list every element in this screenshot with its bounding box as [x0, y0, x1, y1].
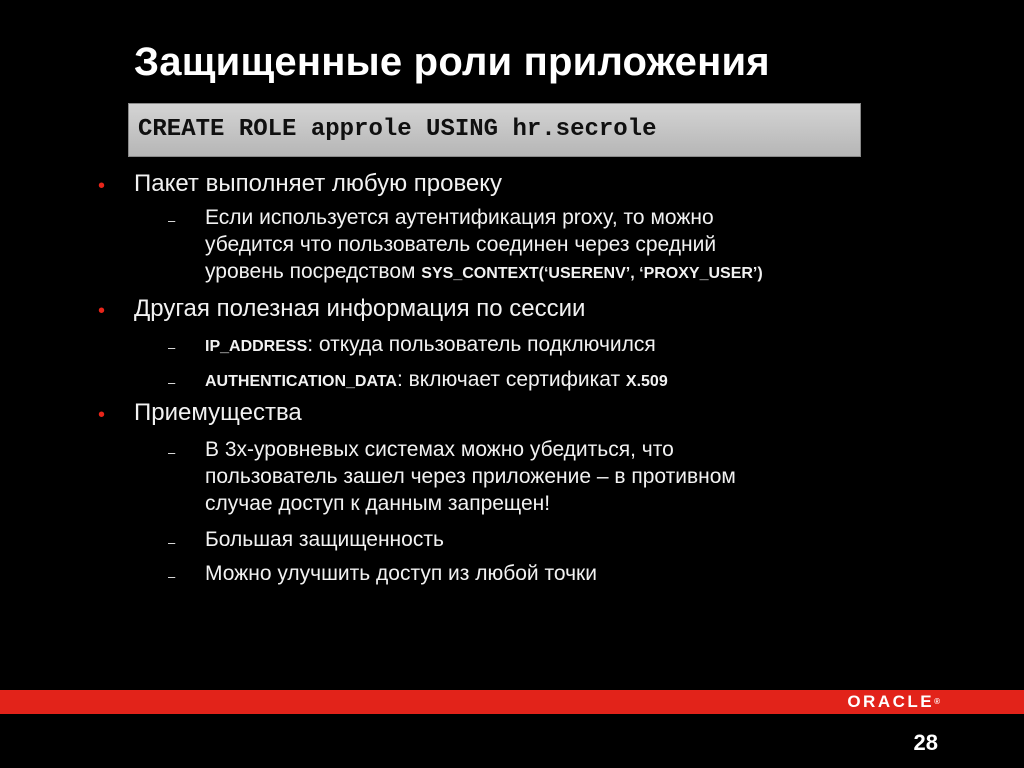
sub-item-text: : откуда пользователь подключился — [307, 333, 656, 356]
dash-icon: – — [168, 445, 176, 460]
bullet-item-3: Приемущества — [134, 399, 302, 426]
slide-title: Защищенные роли приложения — [134, 40, 770, 84]
sub-item-line: В 3х-уровневых системах можно убедиться, что — [205, 438, 674, 461]
keyword: SYS_CONTEXT(‘USERENV’, ‘PROXY_USER’) — [421, 265, 763, 282]
sub-item-3-1 — [205, 436, 905, 517]
bullet-item-2: Другая полезная информация по сессии — [134, 295, 586, 322]
keyword: X.509 — [625, 373, 668, 390]
keyword: IP_ADDRESS — [205, 338, 308, 355]
sub-item-3-2: Большая защищенность — [205, 528, 444, 551]
sub-item-text: : включает сертификат — [396, 368, 626, 391]
oracle-logo — [847, 693, 940, 711]
sub-item-1-1 — [205, 204, 905, 287]
sub-item-line: случае доступ к данным запрещен! — [205, 492, 551, 515]
dash-icon: – — [168, 375, 176, 390]
sub-item-line: пользователь зашел через приложение – в противном — [205, 465, 736, 488]
dash-icon: – — [168, 569, 176, 584]
sub-item-line — [205, 258, 905, 287]
dash-icon: – — [168, 535, 176, 550]
bullet-icon: • — [98, 175, 106, 197]
keyword: AUTHENTICATION_DATA — [205, 373, 397, 390]
bullet-icon: • — [98, 404, 106, 426]
sub-item-2-2 — [205, 366, 905, 395]
code-text: CREATE ROLE approle USING hr.secrole — [138, 116, 657, 143]
registered-mark: ® — [934, 697, 940, 706]
sub-item-2-1 — [205, 331, 905, 360]
bullet-item-1: Пакет выполняет любую провеку — [134, 170, 503, 197]
dash-icon: – — [168, 213, 176, 228]
logo-text: ORACLE — [847, 692, 935, 711]
page-number: 28 — [913, 730, 938, 755]
dash-icon: – — [168, 340, 176, 355]
sub-item-line: убедится что пользователь соединен через средний — [205, 233, 717, 256]
sub-item-line: Если используется аутентификация proxy, то можно — [205, 206, 714, 229]
sub-item-text: уровень посредством — [205, 260, 422, 283]
bullet-icon: • — [98, 300, 106, 322]
sub-item-3-3: Можно улучшить доступ из любой точки — [205, 562, 597, 585]
